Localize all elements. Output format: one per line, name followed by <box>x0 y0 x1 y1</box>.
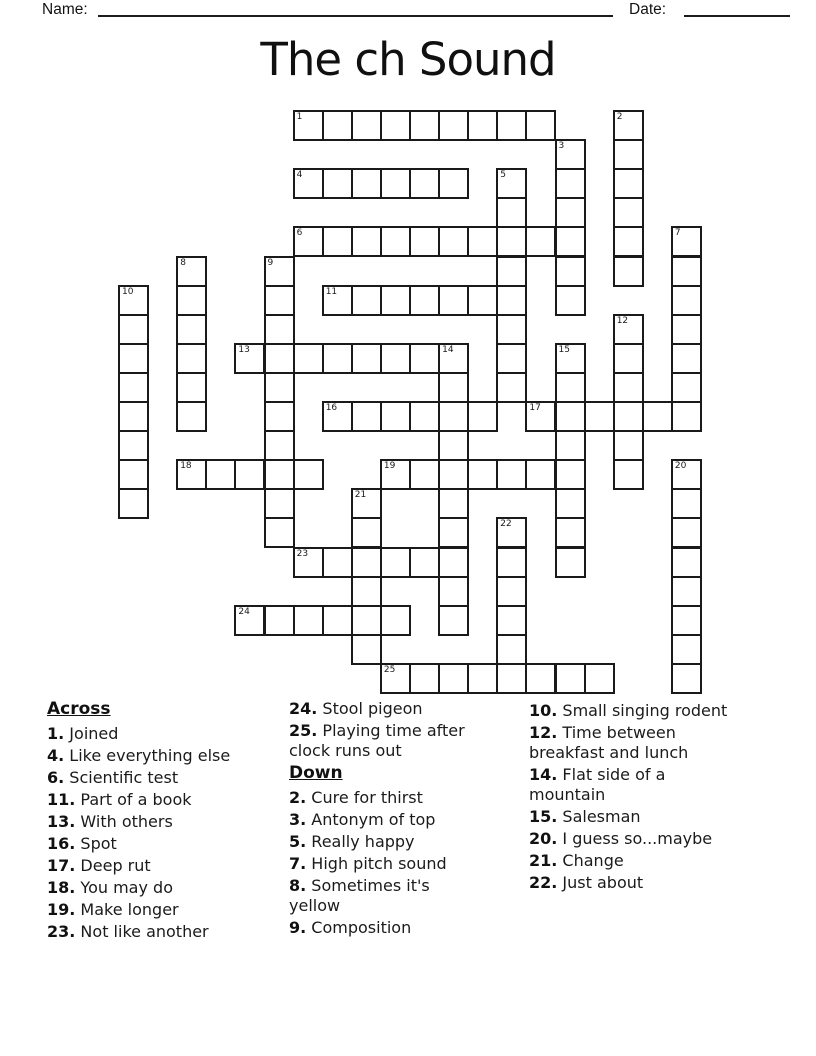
grid-cell[interactable] <box>409 285 440 316</box>
grid-cell[interactable] <box>496 459 527 490</box>
cell-number: 18 <box>180 461 192 472</box>
clue-text: Really happy <box>306 832 415 851</box>
grid-cell[interactable] <box>409 110 440 141</box>
clue-text: Flat side of a mountain <box>529 765 666 804</box>
grid-cell[interactable] <box>613 197 644 228</box>
grid-cell[interactable] <box>467 285 498 316</box>
clue-item <box>289 721 479 761</box>
grid-cell[interactable] <box>351 547 382 578</box>
cell-number: 13 <box>238 344 250 355</box>
grid-cell[interactable] <box>322 110 353 141</box>
grid-cell[interactable] <box>380 110 411 141</box>
grid-cell[interactable] <box>438 168 469 199</box>
cell-number: 7 <box>674 228 681 239</box>
clue-item <box>289 699 479 719</box>
grid-cell[interactable] <box>293 226 324 257</box>
grid-cell[interactable] <box>351 517 382 548</box>
clue-text: Cure for thirst <box>306 788 423 807</box>
grid-cell[interactable] <box>496 110 527 141</box>
clue-item <box>47 878 277 898</box>
grid-cell[interactable] <box>496 285 527 316</box>
grid-cell[interactable] <box>438 226 469 257</box>
grid-cell[interactable] <box>525 401 556 432</box>
clue-number: 6. <box>47 768 65 787</box>
grid-cell[interactable] <box>671 343 702 374</box>
grid-cell[interactable] <box>322 547 353 578</box>
grid-cell[interactable] <box>496 343 527 374</box>
clue-item <box>47 724 277 744</box>
grid-cell[interactable] <box>671 226 702 257</box>
grid-cell[interactable] <box>438 343 469 374</box>
grid-cell[interactable] <box>380 663 411 694</box>
clue-item <box>289 810 479 830</box>
grid-cell[interactable] <box>555 401 586 432</box>
name-label: Name: <box>42 1 88 18</box>
grid-cell[interactable] <box>438 605 469 636</box>
grid-cell[interactable] <box>671 285 702 316</box>
clue-number: 3. <box>289 810 307 829</box>
grid-cell[interactable] <box>613 401 644 432</box>
clue-item <box>289 832 479 852</box>
grid-cell[interactable] <box>118 459 149 490</box>
grid-cell[interactable] <box>264 401 295 432</box>
grid-cell[interactable] <box>322 401 353 432</box>
cell-number: 16 <box>325 403 338 413</box>
grid-cell[interactable] <box>555 226 586 257</box>
grid-cell[interactable] <box>176 285 207 316</box>
grid-cell[interactable] <box>293 547 324 578</box>
grid-cell[interactable] <box>438 285 469 316</box>
grid-cell[interactable] <box>555 517 586 548</box>
clue-number: 24. <box>289 699 318 718</box>
clue-item <box>529 829 734 849</box>
grid-cell[interactable] <box>467 459 498 490</box>
clue-number: 10. <box>529 701 558 720</box>
grid-cell[interactable] <box>555 343 586 374</box>
clue-number: 5. <box>289 832 307 851</box>
grid-cell[interactable] <box>555 430 586 461</box>
clue-number: 19. <box>47 900 76 919</box>
clue-item <box>47 834 277 854</box>
grid-cell[interactable] <box>671 605 702 636</box>
grid-cell[interactable] <box>409 547 440 578</box>
grid-cell[interactable] <box>351 488 382 519</box>
grid-cell[interactable] <box>409 401 440 432</box>
clue-text: Change <box>557 851 624 870</box>
grid-cell[interactable] <box>525 663 556 694</box>
cell-number: 12 <box>616 315 629 326</box>
cell-number: 5 <box>500 170 507 181</box>
grid-cell[interactable] <box>525 459 556 490</box>
clue-text: Make longer <box>75 900 179 919</box>
grid-cell[interactable] <box>351 285 382 316</box>
clue-text: Salesman <box>557 807 641 826</box>
clue-item <box>289 854 479 874</box>
date-line[interactable] <box>684 15 790 17</box>
grid-cell[interactable] <box>234 343 265 374</box>
grid-cell[interactable] <box>380 285 411 316</box>
grid-cell[interactable] <box>642 401 673 432</box>
grid-cell[interactable] <box>176 314 207 345</box>
grid-cell[interactable] <box>118 285 149 316</box>
cell-number: 2 <box>616 112 623 122</box>
grid-cell[interactable] <box>555 197 586 228</box>
cell-number: 8 <box>180 257 186 268</box>
grid-cell[interactable] <box>118 430 149 461</box>
clue-text: You may do <box>75 878 173 897</box>
clue-list-heading: Down <box>289 763 343 783</box>
grid-cell[interactable] <box>671 401 702 432</box>
clue-number: 21. <box>529 851 558 870</box>
grid-cell[interactable] <box>496 634 527 665</box>
grid-cell[interactable] <box>613 226 644 257</box>
name-line[interactable] <box>98 15 613 17</box>
clue-item <box>529 873 734 893</box>
crossword-grid <box>118 110 704 696</box>
clue-item <box>47 812 277 832</box>
clue-item <box>529 765 734 805</box>
grid-cell[interactable] <box>438 488 469 519</box>
clue-text: Joined <box>64 724 119 743</box>
grid-cell[interactable] <box>671 547 702 578</box>
grid-cell[interactable] <box>671 372 702 403</box>
grid-cell[interactable] <box>264 517 295 548</box>
grid-cell[interactable] <box>234 605 265 636</box>
grid-cell[interactable] <box>351 343 382 374</box>
grid-cell[interactable] <box>176 372 207 403</box>
cell-number: 1 <box>296 112 303 122</box>
cell-number: 23 <box>296 548 309 559</box>
grid-cell[interactable] <box>380 168 411 199</box>
grid-cell[interactable] <box>496 576 527 607</box>
grid-cell[interactable] <box>234 459 265 490</box>
grid-cell[interactable] <box>409 663 440 694</box>
grid-cell[interactable] <box>525 226 556 257</box>
cell-number: 25 <box>383 664 396 675</box>
clue-item <box>289 876 479 916</box>
grid-cell[interactable] <box>555 663 586 694</box>
clue-item <box>529 701 734 721</box>
clue-number: 1. <box>47 724 65 743</box>
grid-cell[interactable] <box>496 314 527 345</box>
grid-cell[interactable] <box>176 401 207 432</box>
cell-number: 3 <box>558 141 565 152</box>
grid-cell[interactable] <box>438 430 469 461</box>
grid-cell[interactable] <box>613 430 644 461</box>
clue-number: 20. <box>529 829 558 848</box>
grid-cell[interactable] <box>351 634 382 665</box>
grid-cell[interactable] <box>380 343 411 374</box>
grid-cell[interactable] <box>671 576 702 607</box>
clue-text: Antonym of top <box>306 810 436 829</box>
grid-cell[interactable] <box>671 488 702 519</box>
grid-cell[interactable] <box>438 459 469 490</box>
grid-cell[interactable] <box>264 605 295 636</box>
grid-cell[interactable] <box>671 256 702 287</box>
grid-cell[interactable] <box>409 226 440 257</box>
grid-cell[interactable] <box>613 459 644 490</box>
grid-cell[interactable] <box>496 547 527 578</box>
grid-cell[interactable] <box>496 256 527 287</box>
cell-number: 14 <box>442 344 454 355</box>
clue-text: Scientific test <box>64 768 179 787</box>
clue-item <box>47 790 277 810</box>
clue-text: High pitch sound <box>306 854 447 873</box>
cell-number: 21 <box>354 490 367 501</box>
grid-cell[interactable] <box>380 226 411 257</box>
page-title: The ch Sound <box>260 33 556 86</box>
grid-cell[interactable] <box>671 459 702 490</box>
clue-text: Part of a book <box>75 790 192 809</box>
grid-cell[interactable] <box>496 605 527 636</box>
grid-cell[interactable] <box>293 343 324 374</box>
grid-cell[interactable] <box>264 459 295 490</box>
grid-cell[interactable] <box>118 488 149 519</box>
grid-cell[interactable] <box>409 459 440 490</box>
grid-cell[interactable] <box>671 314 702 345</box>
grid-cell[interactable] <box>118 343 149 374</box>
grid-cell[interactable] <box>671 517 702 548</box>
grid-cell[interactable] <box>555 285 586 316</box>
clue-text: Sometimes it's yellow <box>289 876 430 915</box>
clue-text: Time between breakfast and lunch <box>529 723 689 762</box>
clue-text: Playing time after clock runs out <box>289 721 465 760</box>
grid-cell[interactable] <box>351 226 382 257</box>
clue-number: 18. <box>47 878 76 897</box>
clue-number: 17. <box>47 856 76 875</box>
grid-cell[interactable] <box>264 343 295 374</box>
clue-text: Like everything else <box>64 746 231 765</box>
clue-text: Just about <box>557 873 644 892</box>
cell-number: 6 <box>296 228 303 239</box>
grid-cell[interactable] <box>264 285 295 316</box>
clue-number: 13. <box>47 812 76 831</box>
grid-cell[interactable] <box>322 285 353 316</box>
grid-cell[interactable] <box>380 401 411 432</box>
cell-number: 4 <box>296 170 303 181</box>
grid-cell[interactable] <box>613 139 644 170</box>
clue-text: Small singing rodent <box>557 701 728 720</box>
grid-cell[interactable] <box>322 168 353 199</box>
grid-cell[interactable] <box>555 459 586 490</box>
grid-cell[interactable] <box>264 256 295 287</box>
grid-cell[interactable] <box>438 517 469 548</box>
cell-number: 19 <box>383 461 396 472</box>
grid-cell[interactable] <box>555 547 586 578</box>
clue-number: 15. <box>529 807 558 826</box>
grid-cell[interactable] <box>118 401 149 432</box>
grid-cell[interactable] <box>613 256 644 287</box>
grid-cell[interactable] <box>438 576 469 607</box>
grid-cell[interactable] <box>438 372 469 403</box>
clue-number: 16. <box>47 834 76 853</box>
grid-cell[interactable] <box>496 372 527 403</box>
clue-number: 23. <box>47 922 76 941</box>
grid-cell[interactable] <box>584 401 615 432</box>
clue-item <box>529 851 734 871</box>
grid-cell[interactable] <box>176 459 207 490</box>
grid-cell[interactable] <box>496 517 527 548</box>
grid-cell[interactable] <box>613 372 644 403</box>
clue-item <box>47 856 277 876</box>
grid-cell[interactable] <box>380 605 411 636</box>
grid-cell[interactable] <box>351 605 382 636</box>
clue-text: I guess so...maybe <box>557 829 713 848</box>
clue-number: 11. <box>47 790 76 809</box>
grid-cell[interactable] <box>380 459 411 490</box>
grid-cell[interactable] <box>322 343 353 374</box>
clue-number: 14. <box>529 765 558 784</box>
clue-text: Stool pigeon <box>317 699 423 718</box>
clue-text: Spot <box>75 834 117 853</box>
clue-item <box>47 922 277 942</box>
cell-number: 9 <box>267 257 274 268</box>
grid-cell[interactable] <box>438 110 469 141</box>
cell-number: 10 <box>122 286 134 297</box>
clue-item <box>47 900 277 920</box>
clue-list-heading: Across <box>47 699 111 719</box>
grid-cell[interactable] <box>467 226 498 257</box>
grid-cell[interactable] <box>293 605 324 636</box>
grid-cell[interactable] <box>496 197 527 228</box>
clue-column <box>47 699 277 944</box>
grid-cell[interactable] <box>205 459 236 490</box>
grid-cell[interactable] <box>496 663 527 694</box>
clue-number: 4. <box>47 746 65 765</box>
grid-cell[interactable] <box>264 488 295 519</box>
grid-cell[interactable] <box>613 314 644 345</box>
clue-text: With others <box>75 812 173 831</box>
clue-number: 2. <box>289 788 307 807</box>
grid-cell[interactable] <box>613 343 644 374</box>
grid-cell[interactable] <box>264 314 295 345</box>
clue-item <box>47 746 277 766</box>
grid-cell[interactable] <box>467 401 498 432</box>
clue-item <box>529 723 734 763</box>
clue-number: 22. <box>529 873 558 892</box>
grid-cell[interactable] <box>438 663 469 694</box>
grid-cell[interactable] <box>555 372 586 403</box>
cell-number: 15 <box>558 344 570 355</box>
grid-cell[interactable] <box>525 110 556 141</box>
grid-cell[interactable] <box>176 256 207 287</box>
grid-cell[interactable] <box>555 488 586 519</box>
clue-number: 9. <box>289 918 307 937</box>
grid-cell[interactable] <box>293 168 324 199</box>
grid-cell[interactable] <box>351 110 382 141</box>
grid-cell[interactable] <box>438 547 469 578</box>
grid-cell[interactable] <box>118 372 149 403</box>
date-label: Date: <box>629 1 667 18</box>
cell-number: 20 <box>674 461 687 472</box>
grid-cell[interactable] <box>264 430 295 461</box>
grid-cell[interactable] <box>293 459 324 490</box>
grid-cell[interactable] <box>496 168 527 199</box>
grid-cell[interactable] <box>613 110 644 141</box>
cell-number: 17 <box>529 403 541 413</box>
grid-cell[interactable] <box>555 168 586 199</box>
clue-text: Not like another <box>75 922 209 941</box>
grid-cell[interactable] <box>380 547 411 578</box>
clue-item <box>289 918 479 938</box>
grid-cell[interactable] <box>496 226 527 257</box>
grid-cell[interactable] <box>264 372 295 403</box>
grid-cell[interactable] <box>293 110 324 141</box>
grid-cell[interactable] <box>176 343 207 374</box>
clue-item <box>289 788 479 808</box>
cell-number: 24 <box>238 606 250 617</box>
grid-cell[interactable] <box>671 634 702 665</box>
grid-cell[interactable] <box>409 168 440 199</box>
grid-cell[interactable] <box>555 139 586 170</box>
grid-cell[interactable] <box>351 401 382 432</box>
grid-cell[interactable] <box>409 343 440 374</box>
clue-number: 8. <box>289 876 307 895</box>
cell-number: 22 <box>500 519 512 530</box>
clue-number: 12. <box>529 723 558 742</box>
grid-cell[interactable] <box>613 168 644 199</box>
grid-cell[interactable] <box>467 110 498 141</box>
clue-text: Deep rut <box>75 856 151 875</box>
grid-cell[interactable] <box>118 314 149 345</box>
grid-cell[interactable] <box>467 663 498 694</box>
clue-number: 25. <box>289 721 318 740</box>
clue-column <box>289 699 479 940</box>
grid-cell[interactable] <box>671 663 702 694</box>
clue-column <box>529 701 734 895</box>
grid-cell[interactable] <box>438 401 469 432</box>
grid-cell[interactable] <box>584 663 615 694</box>
grid-cell[interactable] <box>351 576 382 607</box>
grid-cell[interactable] <box>322 226 353 257</box>
grid-cell[interactable] <box>351 168 382 199</box>
clue-item <box>47 768 277 788</box>
clue-number: 7. <box>289 854 307 873</box>
grid-cell[interactable] <box>322 605 353 636</box>
clue-item <box>529 807 734 827</box>
clue-text: Composition <box>306 918 412 937</box>
grid-cell[interactable] <box>555 256 586 287</box>
cell-number: 11 <box>325 286 338 297</box>
